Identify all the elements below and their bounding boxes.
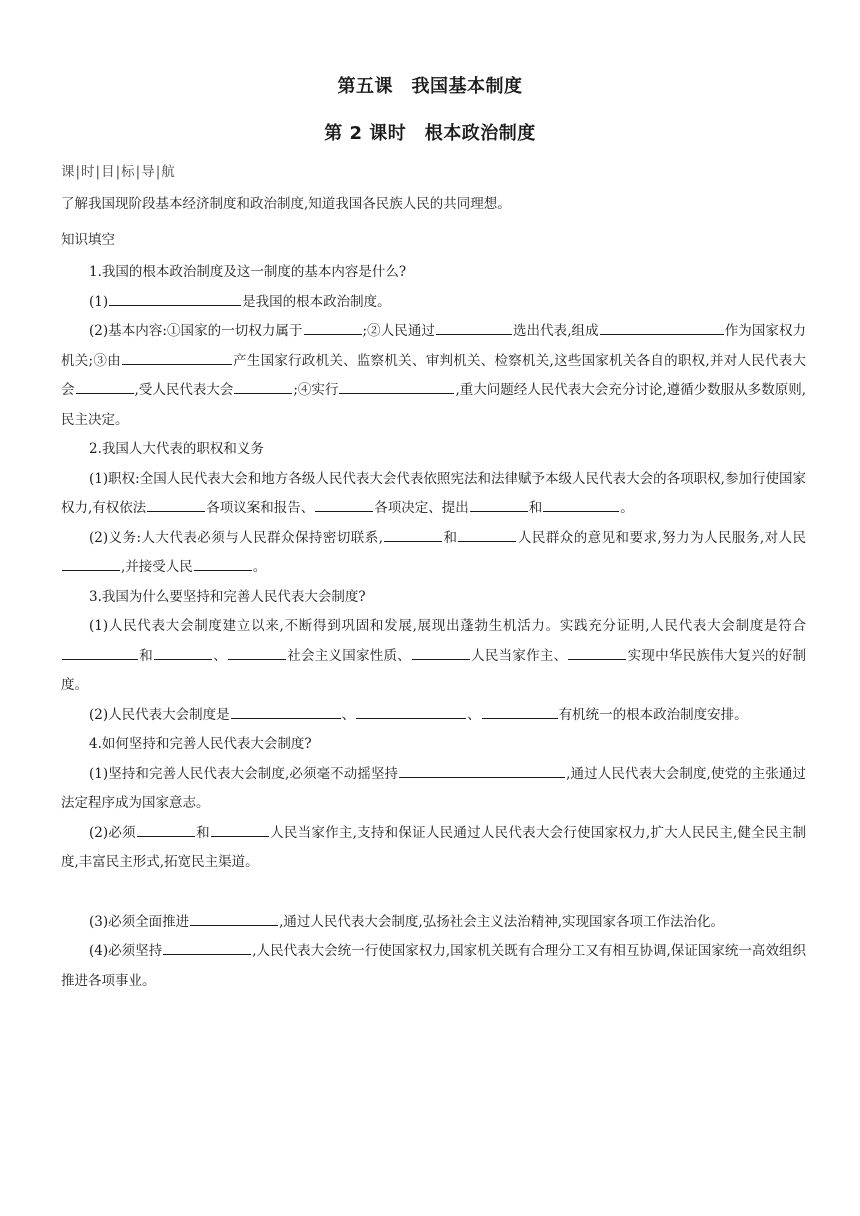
question-4-part-4: (4)必须坚持 ,人民代表大会统一行使国家权力,国家机关既有合理分工又有相互协调,保证国家统一高效组织推进各项事业。 <box>61 937 806 996</box>
question-1-title: 1.我国的根本政治制度及这一制度的基本内容是什么? <box>89 264 407 280</box>
question-2-part-2: (2)义务:人大代表必须与人民群众保持密切联系, 和 人民群众的意见和要求,努力为人民服务,对人民,并接受人民 。 <box>61 524 806 583</box>
question-3-part-2: (2)人民代表大会制度是 、 、 有机统一的根本政治制度安排。 <box>61 701 806 731</box>
learning-goal: 了解我国现阶段基本经济制度和政治制度,知道我国各民族人民的共同理想。 <box>61 196 511 212</box>
question-4-part-2: (2)必须 和 人民当家作主,支持和保证人民通过人民代表大会行使国家权力,扩大人民民主,健全民主制度,丰富民主形式,拓宽民主渠道。 <box>61 819 806 878</box>
question-2-part-1: (1)职权:全国人民代表大会和地方各级人民代表大会代表依照宪法和法律赋予本级人民代表大会的各项职权,参加行使国家权力,有权依法 各项议案和报告、 各项决定、提出 和 。 <box>61 470 806 516</box>
fill-blank[interactable] <box>384 526 442 542</box>
fill-blank[interactable] <box>470 496 528 512</box>
fill-blank[interactable] <box>543 496 619 512</box>
fill-blank[interactable] <box>568 644 626 660</box>
fill-blank[interactable] <box>482 703 558 719</box>
fill-blank[interactable] <box>211 821 269 837</box>
section-nav-label: 课|时|目|标|导|航 <box>61 164 176 180</box>
fill-blank[interactable] <box>62 555 120 571</box>
question-1-part-1: (1) 是我国的根本政治制度。 <box>61 288 806 318</box>
fill-blank[interactable] <box>315 496 373 512</box>
fill-blank[interactable] <box>412 644 470 660</box>
fill-blank[interactable] <box>304 319 362 335</box>
fill-blank[interactable] <box>122 349 232 365</box>
fill-blank[interactable] <box>190 910 278 926</box>
question-3-part-1: (1)人民代表大会制度建立以来,不断得到巩固和发展,展现出蓬勃生机活力。实践充分证明,人民代表大会制度是符合和 、 社会主义国家性质、 人民当家作主、 实现中华民族伟大复兴的好制度。 <box>61 618 807 693</box>
fill-blank[interactable] <box>356 703 466 719</box>
lesson-title: 第五课 我国基本制度 <box>337 76 523 97</box>
fill-blank[interactable] <box>76 378 134 394</box>
fill-blank[interactable] <box>154 644 212 660</box>
fill-blank[interactable] <box>147 496 205 512</box>
question-4-title: 4.如何坚持和完善人民代表大会制度? <box>89 736 312 752</box>
fill-blank[interactable] <box>436 319 512 335</box>
question-4-part-3: (3)必须全面推进 ,通过人民代表大会制度,弘扬社会主义法治精神,实现国家各项工作法治化。 <box>61 908 806 938</box>
knowledge-fill-label: 知识填空 <box>61 232 115 248</box>
lesson-subtitle: 第 2 课时 根本政治制度 <box>324 123 536 144</box>
fill-blank[interactable] <box>231 703 341 719</box>
question-content <box>61 258 806 996</box>
fill-blank[interactable] <box>109 290 241 306</box>
fill-blank[interactable] <box>399 762 565 778</box>
question-3-title: 3.我国为什么要坚持和完善人民代表大会制度? <box>89 588 366 605</box>
spacer <box>61 878 806 908</box>
fill-blank[interactable] <box>234 378 292 394</box>
fill-blank[interactable] <box>600 319 724 335</box>
fill-blank[interactable] <box>458 526 516 542</box>
fill-blank[interactable] <box>228 644 286 660</box>
question-1-part-2: (2)基本内容:①国家的一切权力属于 ;②人民通过 选出代表,组成 作为国家权力机关;③由 产生国家行政机关、监察机关、审判机关、检察机关,这些国家机关各自的职权,并对人民代表大会 ,受人民代表大会 ;④实行 ,重大问题经人民代表大会充分讨论,遵循少数服从多数原则,民主决定。 <box>61 317 806 435</box>
fill-blank[interactable] <box>62 644 138 660</box>
fill-blank[interactable] <box>137 821 195 837</box>
fill-blank[interactable] <box>194 555 252 571</box>
fill-blank[interactable] <box>163 939 251 955</box>
fill-blank[interactable] <box>339 378 454 394</box>
question-4-part-1: (1)坚持和完善人民代表大会制度,必须毫不动摇坚持 ,通过人民代表大会制度,使党的主张通过法定程序成为国家意志。 <box>61 760 806 819</box>
question-2-title: 2.我国人大代表的职权和义务 <box>89 441 264 457</box>
